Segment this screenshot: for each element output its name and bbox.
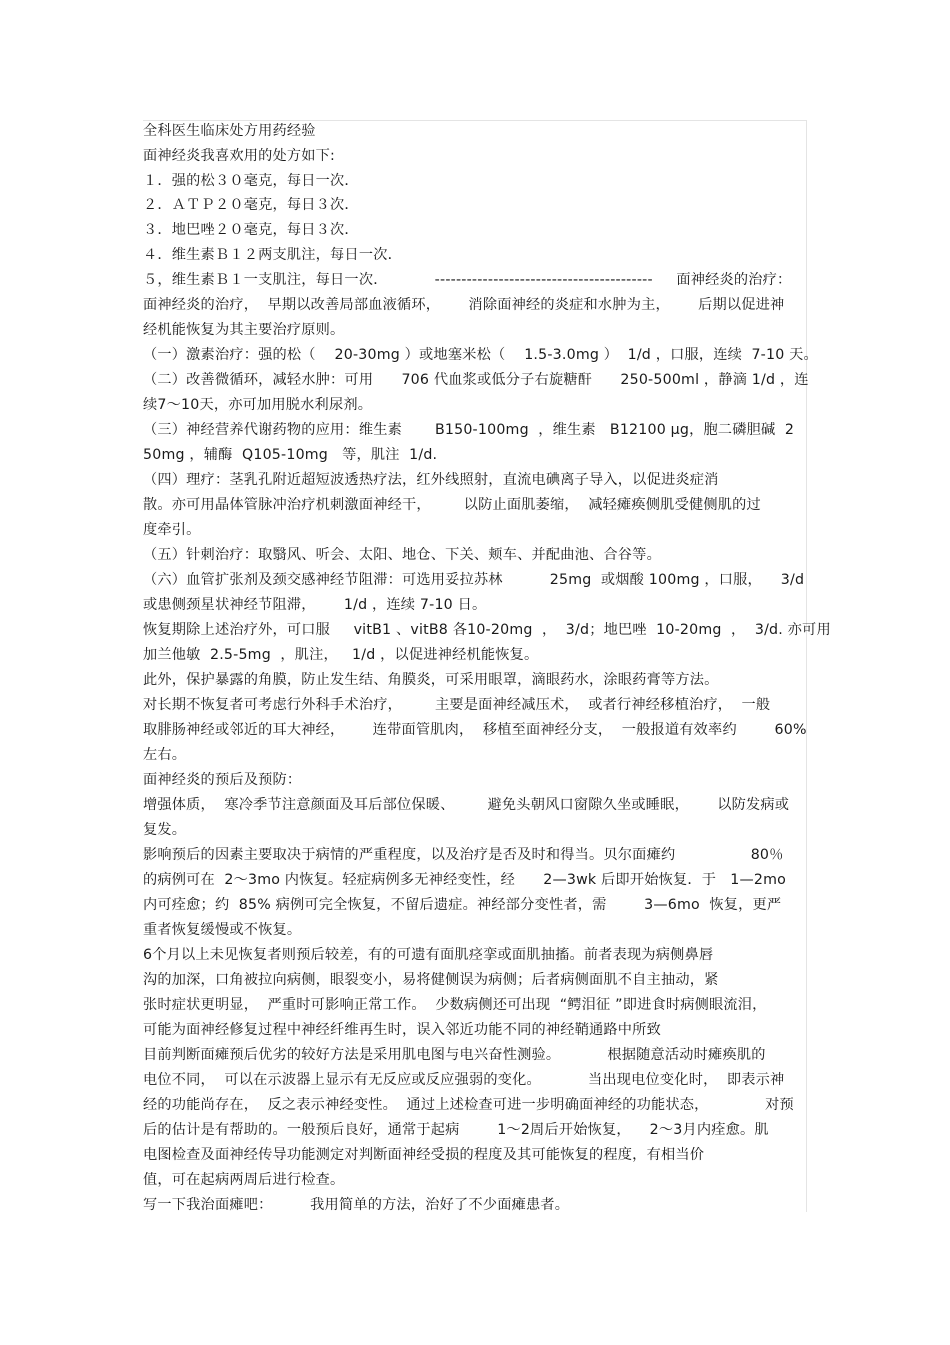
document-title: 全科医生临床处方用药经验: [143, 123, 316, 139]
body-line: 散。亦可用晶体管脉冲治疗机刺激面神经干， 以防止面肌萎缩， 减轻瘫痪侧肌受健侧肌的过: [143, 497, 761, 513]
body-line: １．强的松３０毫克，每日一次．: [143, 173, 359, 189]
body-line: 恢复期除上述治疗外，可口服 vitB1 、vitB8 各10-20mg ， 3/d；地巴唑 10-20mg ， 3/d. 亦可用: [143, 622, 831, 638]
body-line: ３．地巴唑２０毫克，每日３次．: [143, 222, 359, 238]
body-line: 张时症状更明显， 严重时可影响正常工作。 少数病侧还可出现 “鳄泪征 ”即进食时病侧眼流泪，: [143, 997, 767, 1013]
body-line: （四）理疗：茎乳孔附近超短波透热疗法，红外线照射，直流电碘离子导入，以促进炎症消: [143, 472, 719, 488]
body-line: 电位不同， 可以在示波器上显示有无反应或反应强弱的变化。 当出现电位变化时， 即表示神: [143, 1072, 785, 1088]
body-line: ５，维生素Ｂ１一支肌注，每日一次． ----------------------------------------- 面神经炎的治疗：: [143, 272, 792, 288]
body-line: 对长期不恢复者可考虑行外科手术治疗， 主要是面神经减压术， 或者行神经移植治疗， 一般: [143, 697, 771, 713]
body-line: （二）改善微循环，减轻水肿：可用 706 代血浆或低分子右旋糖酐 250-500ml ，静滴 1/d ，连: [143, 372, 809, 388]
body-line: 可能为面神经修复过程中神经纤维再生时，误入邻近功能不同的神经鞘通路中所致: [143, 1022, 661, 1038]
body-line: （一）激素治疗：强的松（ 20-30mg ）或地塞米松（ 1.5-3.0mg ） 1/d ，口服，连续 7-10 天。: [143, 347, 818, 363]
body-line: 内可痊愈；约 85% 病例可完全恢复，不留后遗症。神经部分变性者，需 3—6mo 恢复，更严: [143, 897, 782, 913]
body-line: 面神经炎的治疗， 早期以改善局部血液循环， 消除面神经的炎症和水肿为主， 后期以促进神: [143, 297, 785, 313]
page-frame-top-border: [143, 120, 807, 121]
body-line: 6个月以上未见恢复者则预后较差，有的可遗有面肌痉挛或面肌抽搐。前者表现为病侧鼻唇: [143, 947, 714, 963]
body-line: 或患侧颈星状神经节阻滞， 1/d ，连续 7-10 日。: [143, 597, 487, 613]
body-line: 值，可在起病两周后进行检查。: [143, 1172, 345, 1188]
body-line: 度牵引。: [143, 522, 201, 538]
body-line: 电图检查及面神经传导功能测定对判断面神经受损的程度及其可能恢复的程度，有相当价: [143, 1147, 705, 1163]
body-line: 加兰他敏 2.5-5mg ，肌注， 1/d ，以促进神经机能恢复。: [143, 647, 539, 663]
body-line: 写一下我治面瘫吧： 我用简单的方法，治好了不少面瘫患者。: [143, 1197, 570, 1213]
body-line: ４．维生素Ｂ１２两支肌注，每日一次．: [143, 247, 402, 263]
body-line: 取腓肠神经或邻近的耳大神经， 连带面管肌肉， 移植至面神经分支， 一般报道有效率约 60%: [143, 722, 807, 738]
body-line: 沟的加深，口角被拉向病侧，眼裂变小，易将健侧误为病侧；后者病侧面肌不自主抽动，紧: [143, 972, 719, 988]
body-line: 此外，保护暴露的角膜，防止发生结、角膜炎，可采用眼罩，滴眼药水，涂眼药膏等方法。: [143, 672, 719, 688]
body-line: 50mg ，辅酶 Q105-10mg 等，肌注 1/d.: [143, 447, 438, 463]
body-line: 面神经炎我喜欢用的处方如下:: [143, 148, 336, 164]
body-line: 后的估计是有帮助的。一般预后良好，通常于起病 1～2周后开始恢复， 2～3月内痊愈。肌: [143, 1122, 769, 1138]
body-line: 重者恢复缓慢或不恢复。: [143, 922, 302, 938]
body-line: ２．ＡＴＰ２０毫克，每日３次．: [143, 197, 359, 213]
body-line: 的病例可在 2～3mo 内恢复。轻症病例多无神经变性，经 2—3wk 后即开始恢复．于 1—2mo: [143, 872, 787, 888]
body-line: 复发。: [143, 822, 187, 838]
body-line: 经的功能尚存在， 反之表示神经变性。 通过上述检查可进一步明确面神经的功能状态， 对预: [143, 1097, 794, 1113]
body-line: 增强体质， 寒冷季节注意颜面及耳后部位保暖、 避免头朝风口窗隙久坐或睡眠， 以防发病或: [143, 797, 790, 813]
body-line: 影响预后的因素主要取决于病情的严重程度，以及治疗是否及时和得当。贝尔面瘫约 80％: [143, 847, 784, 863]
body-line: 面神经炎的预后及预防：: [143, 772, 302, 788]
body-line: 经机能恢复为其主要治疗原则。: [143, 322, 345, 338]
body-line: 续7～10天，亦可加用脱水利尿剂。: [143, 397, 373, 413]
body-line: （六）血管扩张剂及颈交感神经节阻滞：可选用妥拉苏林 25mg 或烟酸 100mg ，口服， 3/d: [143, 572, 805, 588]
body-line: （五）针刺治疗：取翳风、听会、太阳、地仓、下关、颊车、并配曲池、合谷等。: [143, 547, 661, 563]
body-line: 左右。: [143, 747, 187, 763]
page-frame-right-border: [806, 120, 807, 1212]
body-line: 目前判断面瘫预后优劣的较好方法是采用肌电图与电兴奋性测验。 根据随意活动时瘫痪肌的: [143, 1047, 766, 1063]
body-line: （三）神经营养代谢药物的应用：维生素 B150-100mg ，维生素 B12100 μg，胞二磷胆碱 2: [143, 422, 795, 438]
